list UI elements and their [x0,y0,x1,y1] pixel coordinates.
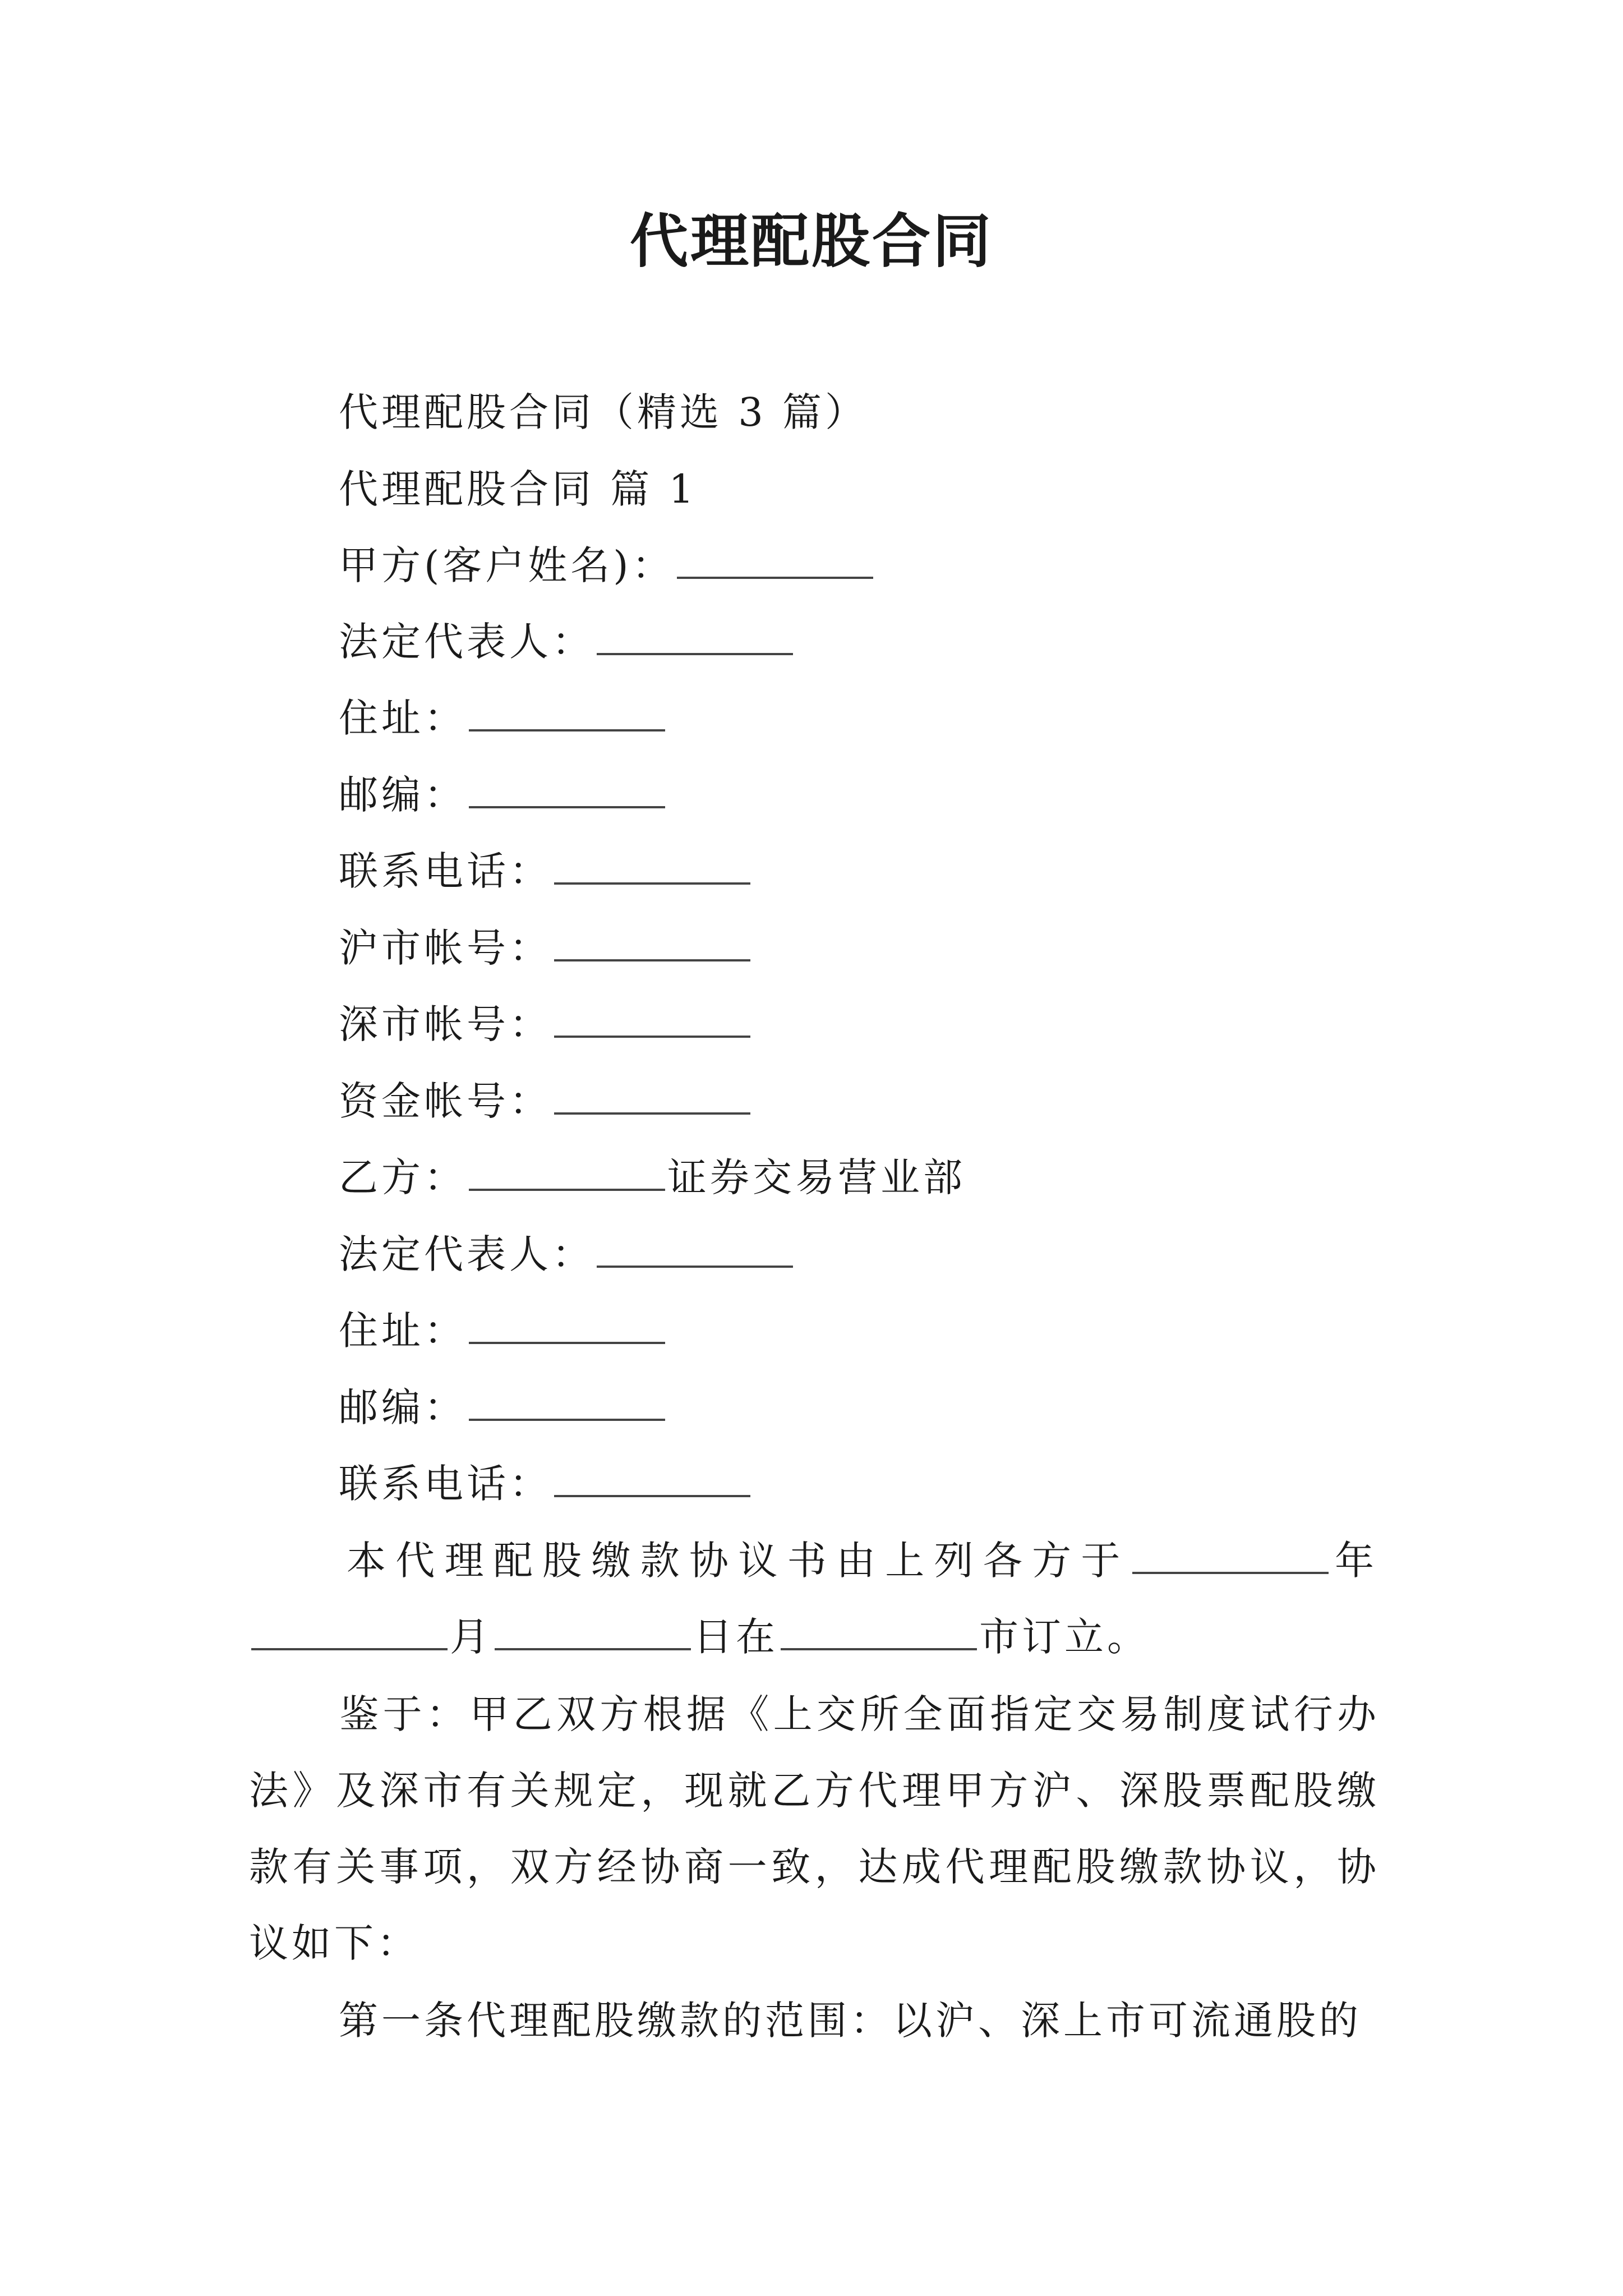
party-b-phone-blank[interactable] [554,1459,750,1497]
signing-day-blank[interactable] [495,1612,691,1650]
party-a-name-label: 甲方(客户姓名)： [339,542,675,588]
party-a-address-label: 住址： [339,695,467,741]
party-b-phone-label: 联系电话： [339,1461,552,1507]
signing-line-1 [347,1533,1380,1589]
party-b-address-blank[interactable] [469,1306,665,1344]
whereas-text: 鉴于：甲乙双方根据《上交所全面指定交易制度试行办法》及深市有关规定，现就乙方代理甲方沪、深股票配股缴款有关事项，双方经协商一致，达成代理配股缴款协议，协议如下： [249,1691,1380,1966]
article-1-paragraph [249,1982,1380,2059]
party-b-rep-blank[interactable] [597,1230,793,1268]
whereas-paragraph [249,1676,1380,1981]
signing-line-2 [249,1609,1150,1665]
party-a-phone-blank[interactable] [554,846,750,885]
party-b-name-blank[interactable] [469,1153,665,1191]
party-b-rep-row [339,1226,795,1282]
document-title: 代理配股合同 [629,206,993,275]
party-a-phone-label: 联系电话： [339,848,552,894]
party-a-fund-account-label: 资金帐号： [339,1078,552,1124]
party-b-postcode-row [339,1379,667,1435]
party-b-name-suffix: 证券交易营业部 [667,1154,966,1200]
party-a-sh-account-row [339,920,753,976]
party-b-name-label: 乙方： [339,1154,467,1200]
party-a-postcode-blank[interactable] [469,770,665,808]
party-a-fund-account-row [339,1073,753,1129]
party-b-phone-row [339,1456,753,1512]
party-b-address-label: 住址： [339,1308,467,1354]
party-a-sh-account-blank[interactable] [554,923,750,961]
party-a-postcode-label: 邮编： [339,772,467,818]
party-a-sz-account-label: 深市帐号： [339,1001,552,1047]
party-a-name-row [339,537,875,593]
party-b-postcode-label: 邮编： [339,1384,467,1430]
party-b-rep-label: 法定代表人： [339,1231,594,1277]
party-a-address-row [339,690,667,746]
signing-city-blank[interactable] [781,1612,977,1650]
party-a-postcode-row [339,767,667,823]
party-a-phone-row [339,843,753,899]
signing-month: 月 [450,1614,492,1660]
article-1-text: 第一条代理配股缴款的范围：以沪、深上市可流通股的 [339,1998,1362,2044]
party-b-address-row [339,1303,667,1359]
party-a-sh-account-label: 沪市帐号： [339,925,552,971]
signing-month-blank[interactable] [251,1612,448,1650]
party-a-sz-account-blank[interactable] [554,1000,750,1038]
party-b-name-row [339,1149,966,1205]
signing-year: 年 [1330,1538,1380,1584]
signing-year-blank[interactable] [1132,1536,1329,1574]
party-a-rep-label: 法定代表人： [339,619,594,665]
party-a-fund-account-blank[interactable] [554,1076,750,1115]
subtitle: 代理配股合同（精选 3 篇） [339,389,868,435]
party-a-rep-row [339,614,795,670]
party-a-rep-blank[interactable] [597,617,793,655]
signing-day-in: 日在 [693,1614,778,1660]
section-heading: 代理配股合同 篇 1 [339,466,698,512]
signing-text: 本代理配股缴款协议书由上列各方于 [347,1538,1130,1584]
party-b-postcode-blank[interactable] [469,1383,665,1421]
party-a-sz-account-row [339,996,753,1052]
party-a-name-blank[interactable] [677,541,873,579]
party-a-address-blank[interactable] [469,693,665,731]
signing-city: 市订立。 [979,1614,1150,1660]
